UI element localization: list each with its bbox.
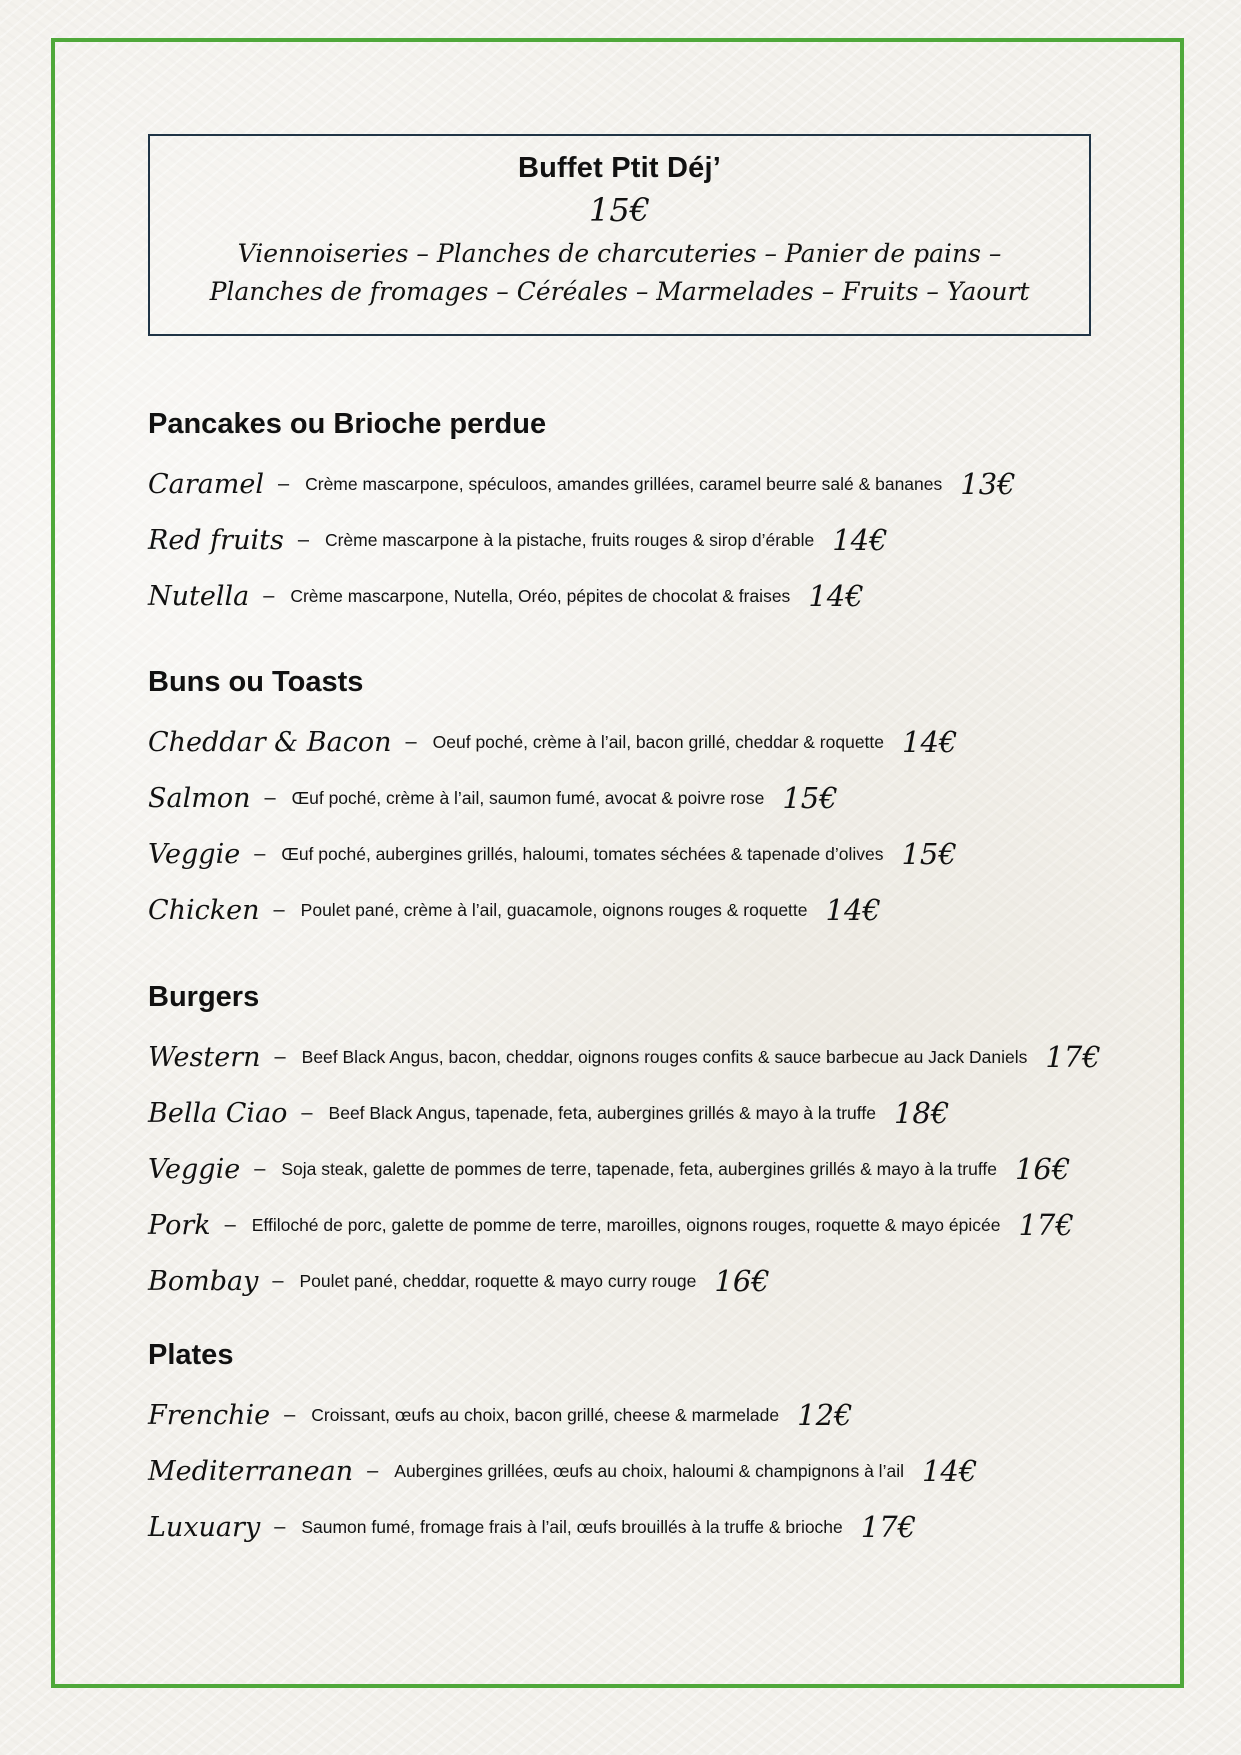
buffet-items-line: Viennoiseries – Planches de charcuteries – Panier de pains – bbox=[237, 239, 1002, 268]
item-price: 17€ bbox=[860, 1510, 917, 1544]
item-price: 14€ bbox=[825, 893, 881, 927]
menu-item bbox=[148, 882, 957, 938]
item-description: Soja steak, galette de pommes de terre, tapenade, feta, aubergines grillés & mayo à la truffe bbox=[281, 1158, 997, 1179]
item-name: Mediterranean bbox=[148, 1455, 354, 1487]
section-title: Pancakes ou Brioche perdue bbox=[148, 408, 547, 440]
separator: – bbox=[224, 1213, 236, 1236]
menu-item bbox=[148, 1141, 1101, 1197]
item-description: Crème mascarpone, spéculoos, amandes grillées, caramel beurre salé & bananes bbox=[305, 473, 943, 494]
separator: – bbox=[297, 528, 309, 551]
menu-item bbox=[148, 826, 957, 882]
menu-item bbox=[148, 1197, 1101, 1253]
item-price: 13€ bbox=[960, 467, 1016, 501]
separator: – bbox=[367, 1459, 379, 1482]
item-description: Beef Black Angus, tapenade, feta, aubergines grillés & mayo à la truffe bbox=[328, 1102, 876, 1123]
menu-section bbox=[148, 402, 1016, 624]
item-description: Aubergines grillées, œufs au choix, haloumi & champignons à l’ail bbox=[394, 1460, 904, 1481]
buffet-box bbox=[148, 134, 1091, 336]
item-price: 12€ bbox=[797, 1398, 853, 1432]
item-description: Effiloché de porc, galette de pomme de terre, maroilles, oignons rouges, roquette & mayo épicée bbox=[251, 1214, 1001, 1235]
menu-section bbox=[148, 660, 957, 938]
item-price: 15€ bbox=[901, 837, 957, 871]
item-name: Veggie bbox=[148, 1153, 241, 1185]
item-name: Luxuary bbox=[148, 1511, 261, 1543]
buffet-items bbox=[150, 235, 1089, 311]
buffet-price: 15€ bbox=[588, 191, 651, 229]
item-price: 14€ bbox=[832, 523, 888, 557]
item-price: 14€ bbox=[902, 725, 958, 759]
section-title: Buns ou Toasts bbox=[148, 666, 364, 698]
menu-item bbox=[148, 1085, 1101, 1141]
menu-item bbox=[148, 1253, 1101, 1309]
separator: – bbox=[284, 1403, 296, 1426]
item-description: Poulet pané, cheddar, roquette & mayo curry rouge bbox=[299, 1270, 697, 1291]
menu-item bbox=[148, 1029, 1101, 1085]
item-name: Nutella bbox=[148, 580, 250, 612]
menu-section bbox=[148, 975, 1101, 1309]
item-description: Saumon fumé, fromage frais à l’ail, œufs brouillés à la truffe & brioche bbox=[301, 1516, 843, 1537]
item-name: Bombay bbox=[148, 1265, 259, 1297]
buffet-items-line: Planches de fromages – Céréales – Marmelades – Fruits – Yaourt bbox=[209, 277, 1030, 306]
menu-item bbox=[148, 456, 1016, 512]
buffet-title: Buffet Ptit Déj’ bbox=[518, 152, 721, 184]
separator: – bbox=[263, 584, 275, 607]
item-description: Crème mascarpone à la pistache, fruits rouges & sirop d’érable bbox=[324, 529, 815, 550]
menu-item bbox=[148, 714, 957, 770]
separator: – bbox=[254, 1157, 266, 1180]
item-description: Œuf poché, aubergines grillés, haloumi, tomates séchées & tapenade d’olives bbox=[281, 843, 884, 864]
item-name: Chicken bbox=[148, 894, 260, 926]
item-description: Poulet pané, crème à l’ail, guacamole, oignons rouges & roquette bbox=[300, 899, 808, 920]
item-name: Bella Ciao bbox=[148, 1097, 288, 1129]
item-name: Frenchie bbox=[148, 1399, 271, 1431]
menu-item bbox=[148, 770, 957, 826]
separator: – bbox=[272, 1269, 284, 1292]
item-name: Caramel bbox=[148, 468, 264, 500]
menu-item bbox=[148, 1499, 977, 1555]
item-name: Veggie bbox=[148, 838, 241, 870]
item-description: Beef Black Angus, bacon, cheddar, oignons rouges confits & sauce barbecue au Jack Daniels bbox=[301, 1046, 1028, 1067]
menu-item bbox=[148, 512, 1016, 568]
section-title: Burgers bbox=[148, 981, 260, 1013]
item-price: 14€ bbox=[808, 579, 864, 613]
item-name: Western bbox=[148, 1041, 261, 1073]
menu-section bbox=[148, 1333, 977, 1555]
item-name: Red fruits bbox=[148, 524, 284, 556]
item-price: 14€ bbox=[921, 1454, 978, 1488]
item-name: Pork bbox=[148, 1209, 211, 1241]
separator: – bbox=[405, 730, 417, 753]
item-description: Crème mascarpone, Nutella, Oréo, pépites de chocolat & fraises bbox=[290, 585, 791, 606]
separator: – bbox=[274, 1515, 286, 1538]
item-name: Salmon bbox=[148, 782, 251, 814]
item-price: 15€ bbox=[782, 781, 838, 815]
section-title: Plates bbox=[148, 1339, 234, 1371]
item-price: 17€ bbox=[1045, 1040, 1101, 1074]
menu-item bbox=[148, 1387, 977, 1443]
item-price: 16€ bbox=[1014, 1152, 1071, 1186]
item-price: 16€ bbox=[714, 1264, 770, 1298]
separator: – bbox=[273, 898, 285, 921]
item-price: 18€ bbox=[893, 1096, 950, 1130]
separator: – bbox=[274, 1045, 286, 1068]
menu-item bbox=[148, 1443, 977, 1499]
item-description: Oeuf poché, crème à l’ail, bacon grillé, cheddar & roquette bbox=[432, 731, 885, 752]
separator: – bbox=[301, 1101, 313, 1124]
item-description: Croissant, œufs au choix, bacon grillé, cheese & marmelade bbox=[311, 1404, 780, 1425]
item-name: Cheddar & Bacon bbox=[148, 726, 392, 758]
item-description: Œuf poché, crème à l’ail, saumon fumé, avocat & poivre rose bbox=[291, 787, 765, 808]
menu-item bbox=[148, 568, 1016, 624]
separator: – bbox=[254, 842, 266, 865]
separator: – bbox=[277, 472, 290, 495]
item-price: 17€ bbox=[1018, 1208, 1074, 1242]
separator: – bbox=[264, 786, 276, 809]
